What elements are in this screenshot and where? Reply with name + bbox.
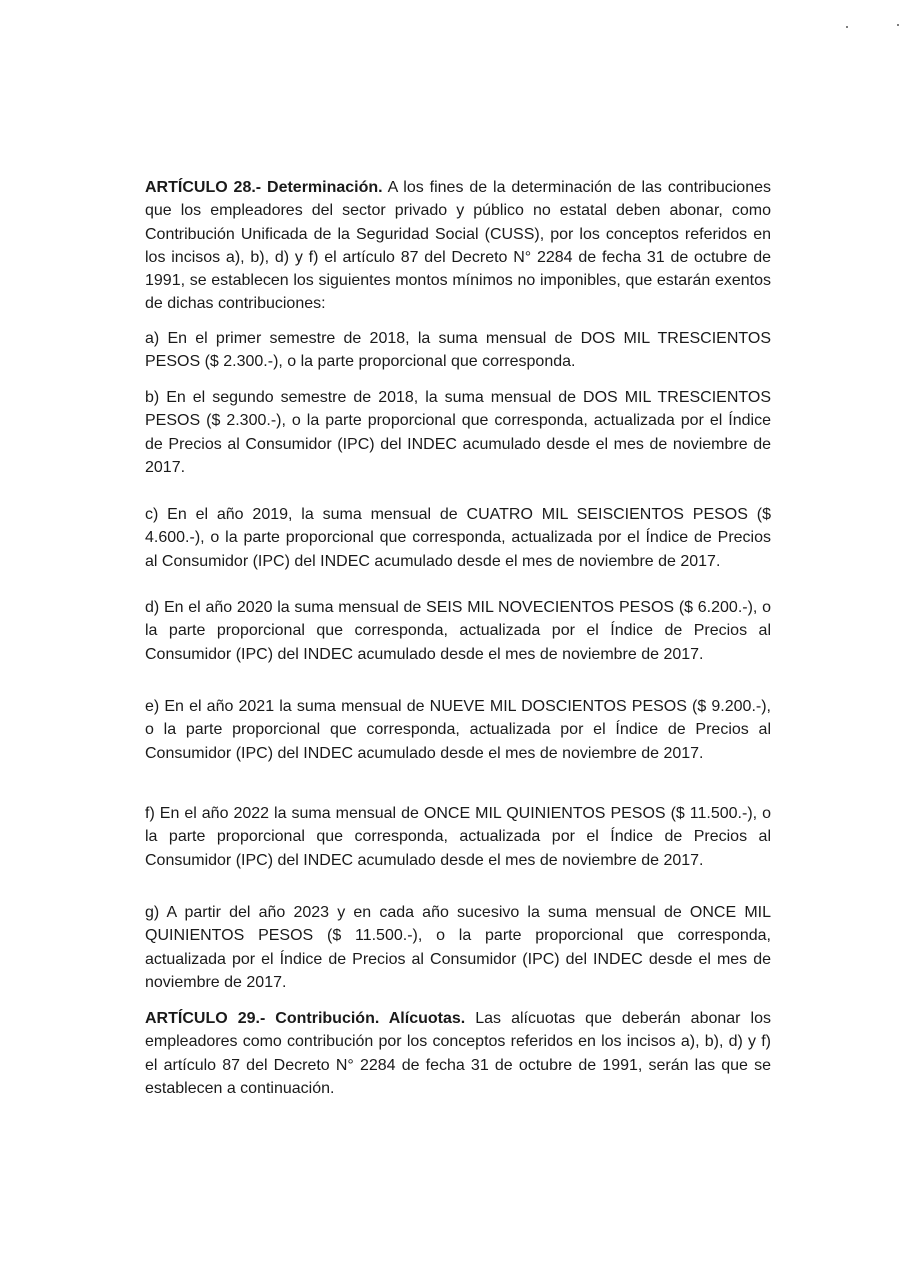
article-28-paragraph (145, 176, 771, 316)
scan-speck (846, 26, 848, 28)
scan-speck (897, 24, 899, 26)
clause-e: e) En el año 2021 la suma mensual de NUEVE MIL DOSCIENTOS PESOS ($ 9.200.-), o la parte proporcional que corresponda, actualizada por el Índice de Precios al Consumidor (IPC) del INDEC acumulado desde el mes de noviembre de 2017. (145, 698, 771, 762)
article-28-heading: ARTÍCULO 28.- Determinación. (145, 179, 383, 196)
clause-g: g) A partir del año 2023 y en cada año sucesivo la suma mensual de ONCE MIL QUINIENTOS PESOS ($ 11.500.-), o la parte proporcional que corresponda, actualizada por el Índice de Precios al Consumidor (IPC) del INDEC desde el mes de noviembre de 2017. (145, 904, 771, 991)
article-29-body: Las alícuotas que deberán abonar los empleadores como contribución por los conceptos referidos en los incisos a), b), d) y f) el artículo 87 del Decreto N° 2284 de fecha 31 de octubre de 1991, serán las que se establecen a continuación. (145, 1010, 771, 1097)
article-29-paragraph (145, 1007, 771, 1100)
clause-d: d) En el año 2020 la suma mensual de SEIS MIL NOVECIENTOS PESOS ($ 6.200.-), o la parte proporcional que corresponda, actualizada por el Índice de Precios al Consumidor (IPC) del INDEC acumulado desde el mes de noviembre de 2017. (145, 599, 771, 663)
clause-f: f) En el año 2022 la suma mensual de ONCE MIL QUINIENTOS PESOS ($ 11.500.-), o la parte proporcional que corresponda, actualizada por el Índice de Precios al Consumidor (IPC) del INDEC acumulado desde el mes de noviembre de 2017. (145, 805, 771, 869)
article-29-heading: ARTÍCULO 29.- Contribución. Alícuotas. (145, 1010, 466, 1027)
clause-a: a) En el primer semestre de 2018, la suma mensual de DOS MIL TRESCIENTOS PESOS ($ 2.300.-), o la parte proporcional que corresponda. (145, 330, 771, 371)
article-28-body: A los fines de la determinación de las contribuciones que los empleadores del sector privado y público no estatal deben abonar, como Contribución Unificada de la Seguridad Social (CUSS), por los conceptos referidos en los incisos a), b), d) y f) el artículo 87 del Decreto N° 2284 de fecha 31 de octubre de 1991, se establecen los siguientes montos mínimos no imponibles, que estarán exentos de dichas contribuciones: (145, 179, 771, 313)
clause-b: b) En el segundo semestre de 2018, la suma mensual de DOS MIL TRESCIENTOS PESOS ($ 2.300.-), o la parte proporcional que corresponda, actualizada por el Índice de Precios al Consumidor (IPC) del INDEC acumulado desde el mes de noviembre de 2017. (145, 389, 771, 476)
clause-c: c) En el año 2019, la suma mensual de CUATRO MIL SEISCIENTOS PESOS ($ 4.600.-), o la parte proporcional que corresponda, actualizada por el Índice de Precios al Consumidor (IPC) del INDEC acumulado desde el mes de noviembre de 2017. (145, 506, 771, 570)
